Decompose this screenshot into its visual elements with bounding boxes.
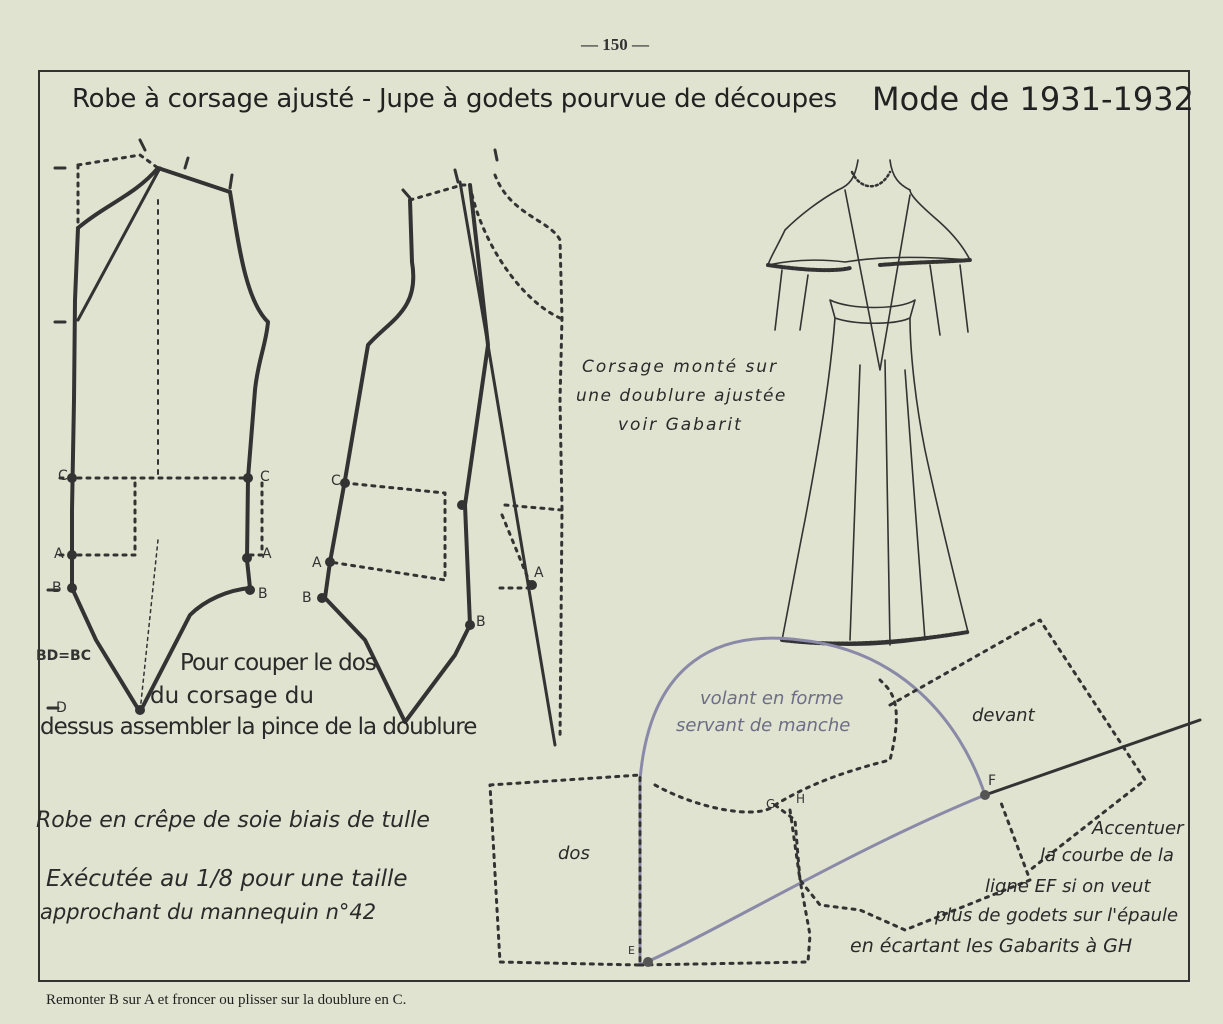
corsage-note-1: Corsage monté sur (582, 357, 779, 377)
point-label-a: A (54, 546, 64, 562)
corsage-note-2: une doublure ajustée (576, 386, 787, 406)
point-label-a: A (534, 565, 544, 581)
devant-label: devant (972, 705, 1035, 726)
volant-note-2: servant de manche (676, 715, 851, 736)
accent-note-2: la courbe de la (1040, 845, 1174, 866)
point-label-c: C (331, 473, 341, 489)
page-caption: Remonter B sur A et froncer ou plisser sur la doublure en C. (46, 992, 407, 1008)
title-date: Mode de 1931-1932 (872, 80, 1194, 118)
accent-note-5: en écartant les Gabarits à GH (850, 935, 1133, 957)
volant-note-1: volant en forme (700, 688, 844, 709)
cut-note-3: dessus assembler la pince de la doublure (40, 714, 477, 740)
bd-bc-note: BD=BC (36, 648, 91, 664)
point-label-b: B (258, 586, 268, 602)
accent-note-3: ligne EF si on veut (985, 876, 1151, 897)
accent-note-4: plus de godets sur l'épaule (935, 905, 1179, 926)
point-label-e: E (628, 944, 635, 957)
point-label-g: G (766, 797, 776, 811)
back-bodice-pattern (48, 140, 268, 715)
point-label-c: C (58, 468, 68, 484)
scale-note-2: approchant du mannequin n°42 (40, 900, 377, 924)
corsage-note-3: voir Gabarit (618, 415, 743, 435)
scale-note-1: Exécutée au 1/8 pour une taille (46, 866, 408, 892)
point-label-h: H (796, 792, 806, 806)
accent-note-1: Accentuer (1092, 818, 1184, 839)
dos-label: dos (558, 843, 590, 864)
point-label-c: C (260, 469, 270, 485)
point-label-a: A (312, 555, 322, 571)
point-label-b: B (302, 590, 312, 606)
point-label-a: A (262, 546, 272, 562)
page-number: — 150 — (581, 35, 649, 54)
cut-note-2: du corsage du (150, 683, 314, 709)
page-title: Robe à corsage ajusté - Jupe à godets pourvue de découpes (72, 84, 837, 114)
point-label-f: F (988, 773, 997, 789)
point-label-b: B (52, 580, 62, 596)
dress-illustration (768, 160, 970, 645)
cut-note-1: Pour couper le dos (180, 650, 376, 676)
point-label-b: B (476, 614, 486, 630)
fabric-note: Robe en crêpe de soie biais de tulle (36, 808, 430, 833)
point-label-d: D (56, 700, 67, 716)
